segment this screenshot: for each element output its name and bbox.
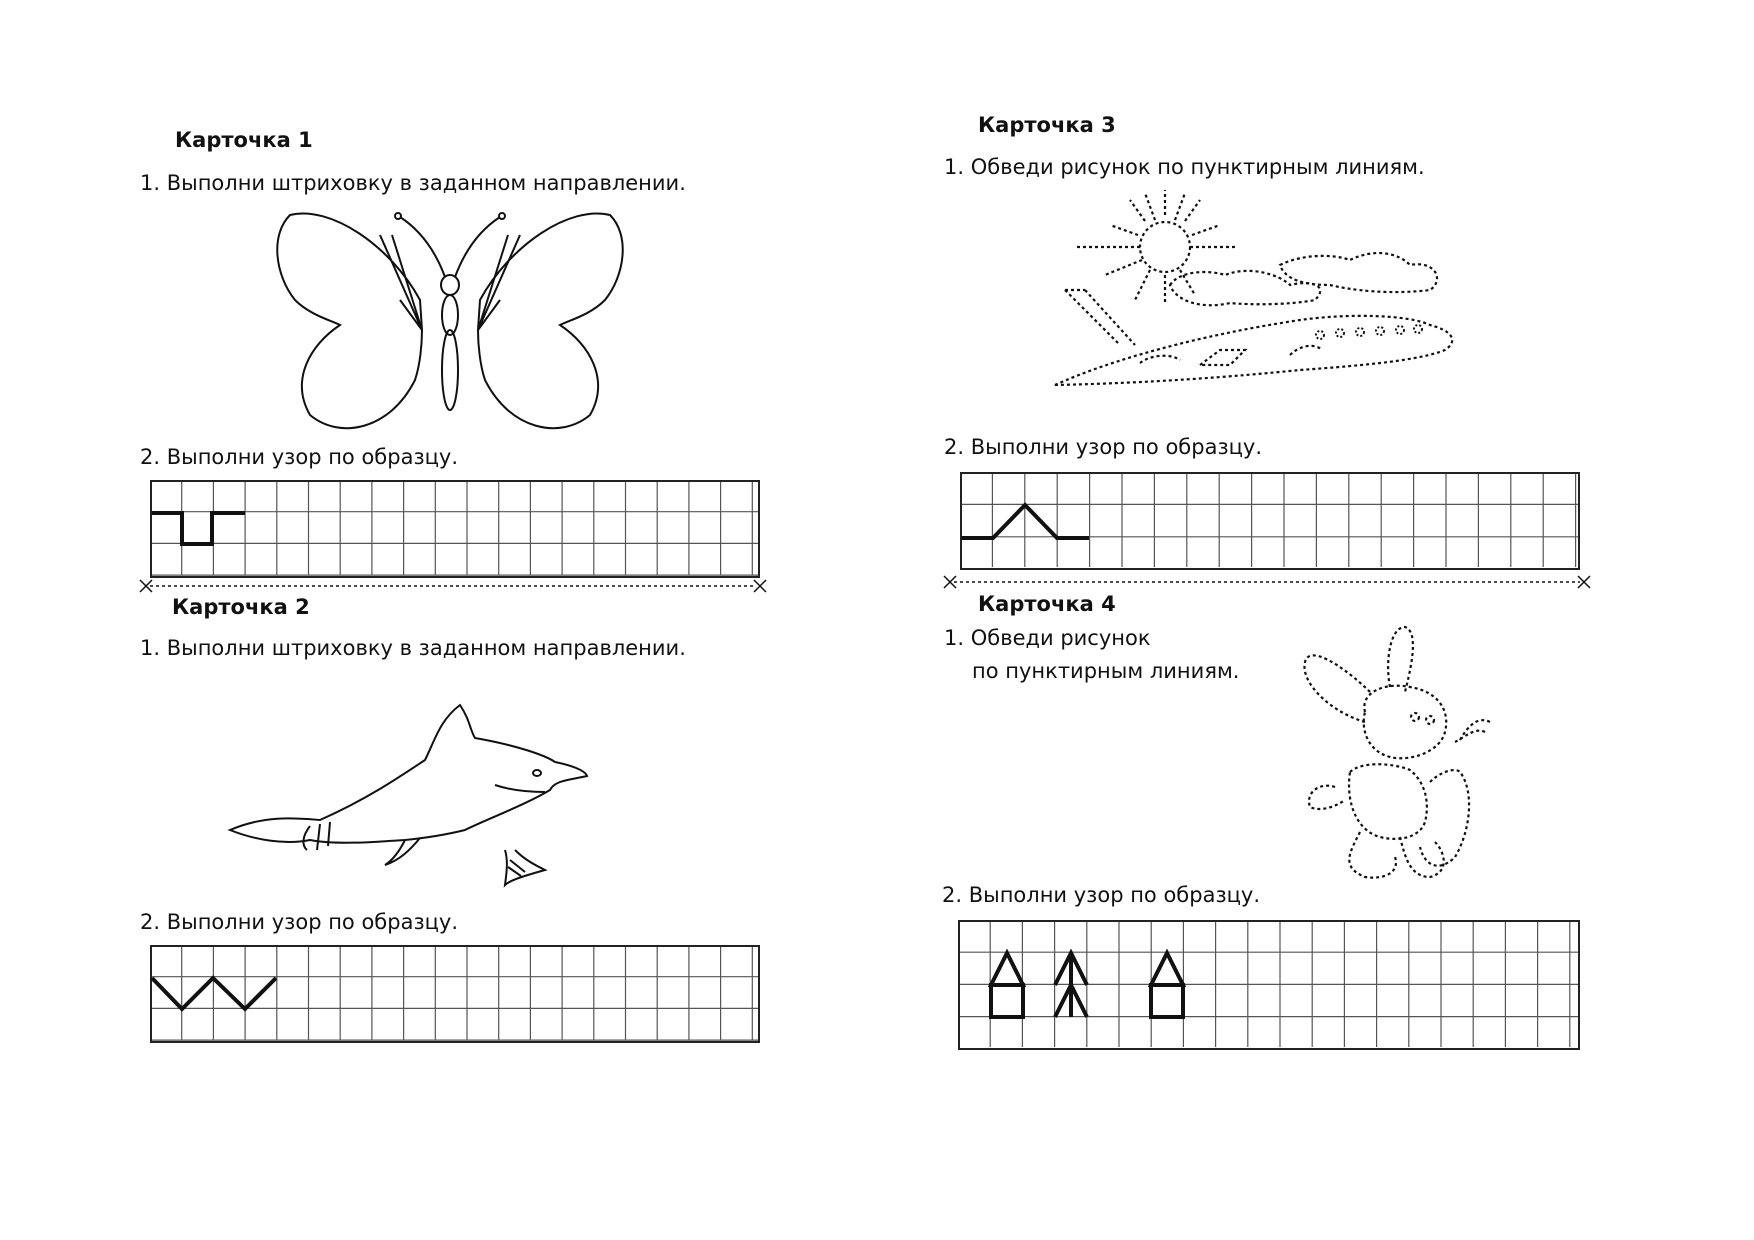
card2-title: Карточка 2 xyxy=(172,595,310,619)
card1-task2: 2. Выполни узор по образцу. xyxy=(140,445,459,469)
dolphin-picture xyxy=(225,700,665,890)
card1-task1: 1. Выполни штриховку в заданном направлении. xyxy=(140,171,686,195)
butterfly-picture xyxy=(270,205,630,445)
scissors-icon xyxy=(754,580,766,592)
card1-pattern-grid xyxy=(150,480,760,580)
card4-pattern-grid xyxy=(958,920,1580,1052)
bunny-picture xyxy=(1290,622,1520,892)
card1-sample-pattern xyxy=(152,513,245,544)
card4-task1-line1: 1. Обведи рисунок xyxy=(944,626,1151,650)
card4-task1-line2: по пунктирным линиям. xyxy=(972,659,1240,683)
cut-line-left xyxy=(138,576,768,596)
card2-task1: 1. Выполни штриховку в заданном направлении. xyxy=(140,636,686,660)
card4-task2: 2. Выполни узор по образцу. xyxy=(942,883,1261,907)
card2-pattern-grid xyxy=(150,945,760,1045)
card3-sample-pattern xyxy=(962,505,1089,538)
card3-task1: 1. Обведи рисунок по пунктирным линиям. xyxy=(944,155,1425,179)
cut-line-right xyxy=(942,572,1592,592)
card1-title: Карточка 1 xyxy=(175,128,313,152)
card3-pattern-grid xyxy=(960,472,1580,572)
card2-task2: 2. Выполни узор по образцу. xyxy=(140,910,459,934)
card3-title: Карточка 3 xyxy=(978,113,1116,137)
card4-title: Карточка 4 xyxy=(978,592,1116,616)
airplane-sun-picture xyxy=(1050,185,1490,405)
card3-task2: 2. Выполни узор по образцу. xyxy=(944,435,1263,459)
